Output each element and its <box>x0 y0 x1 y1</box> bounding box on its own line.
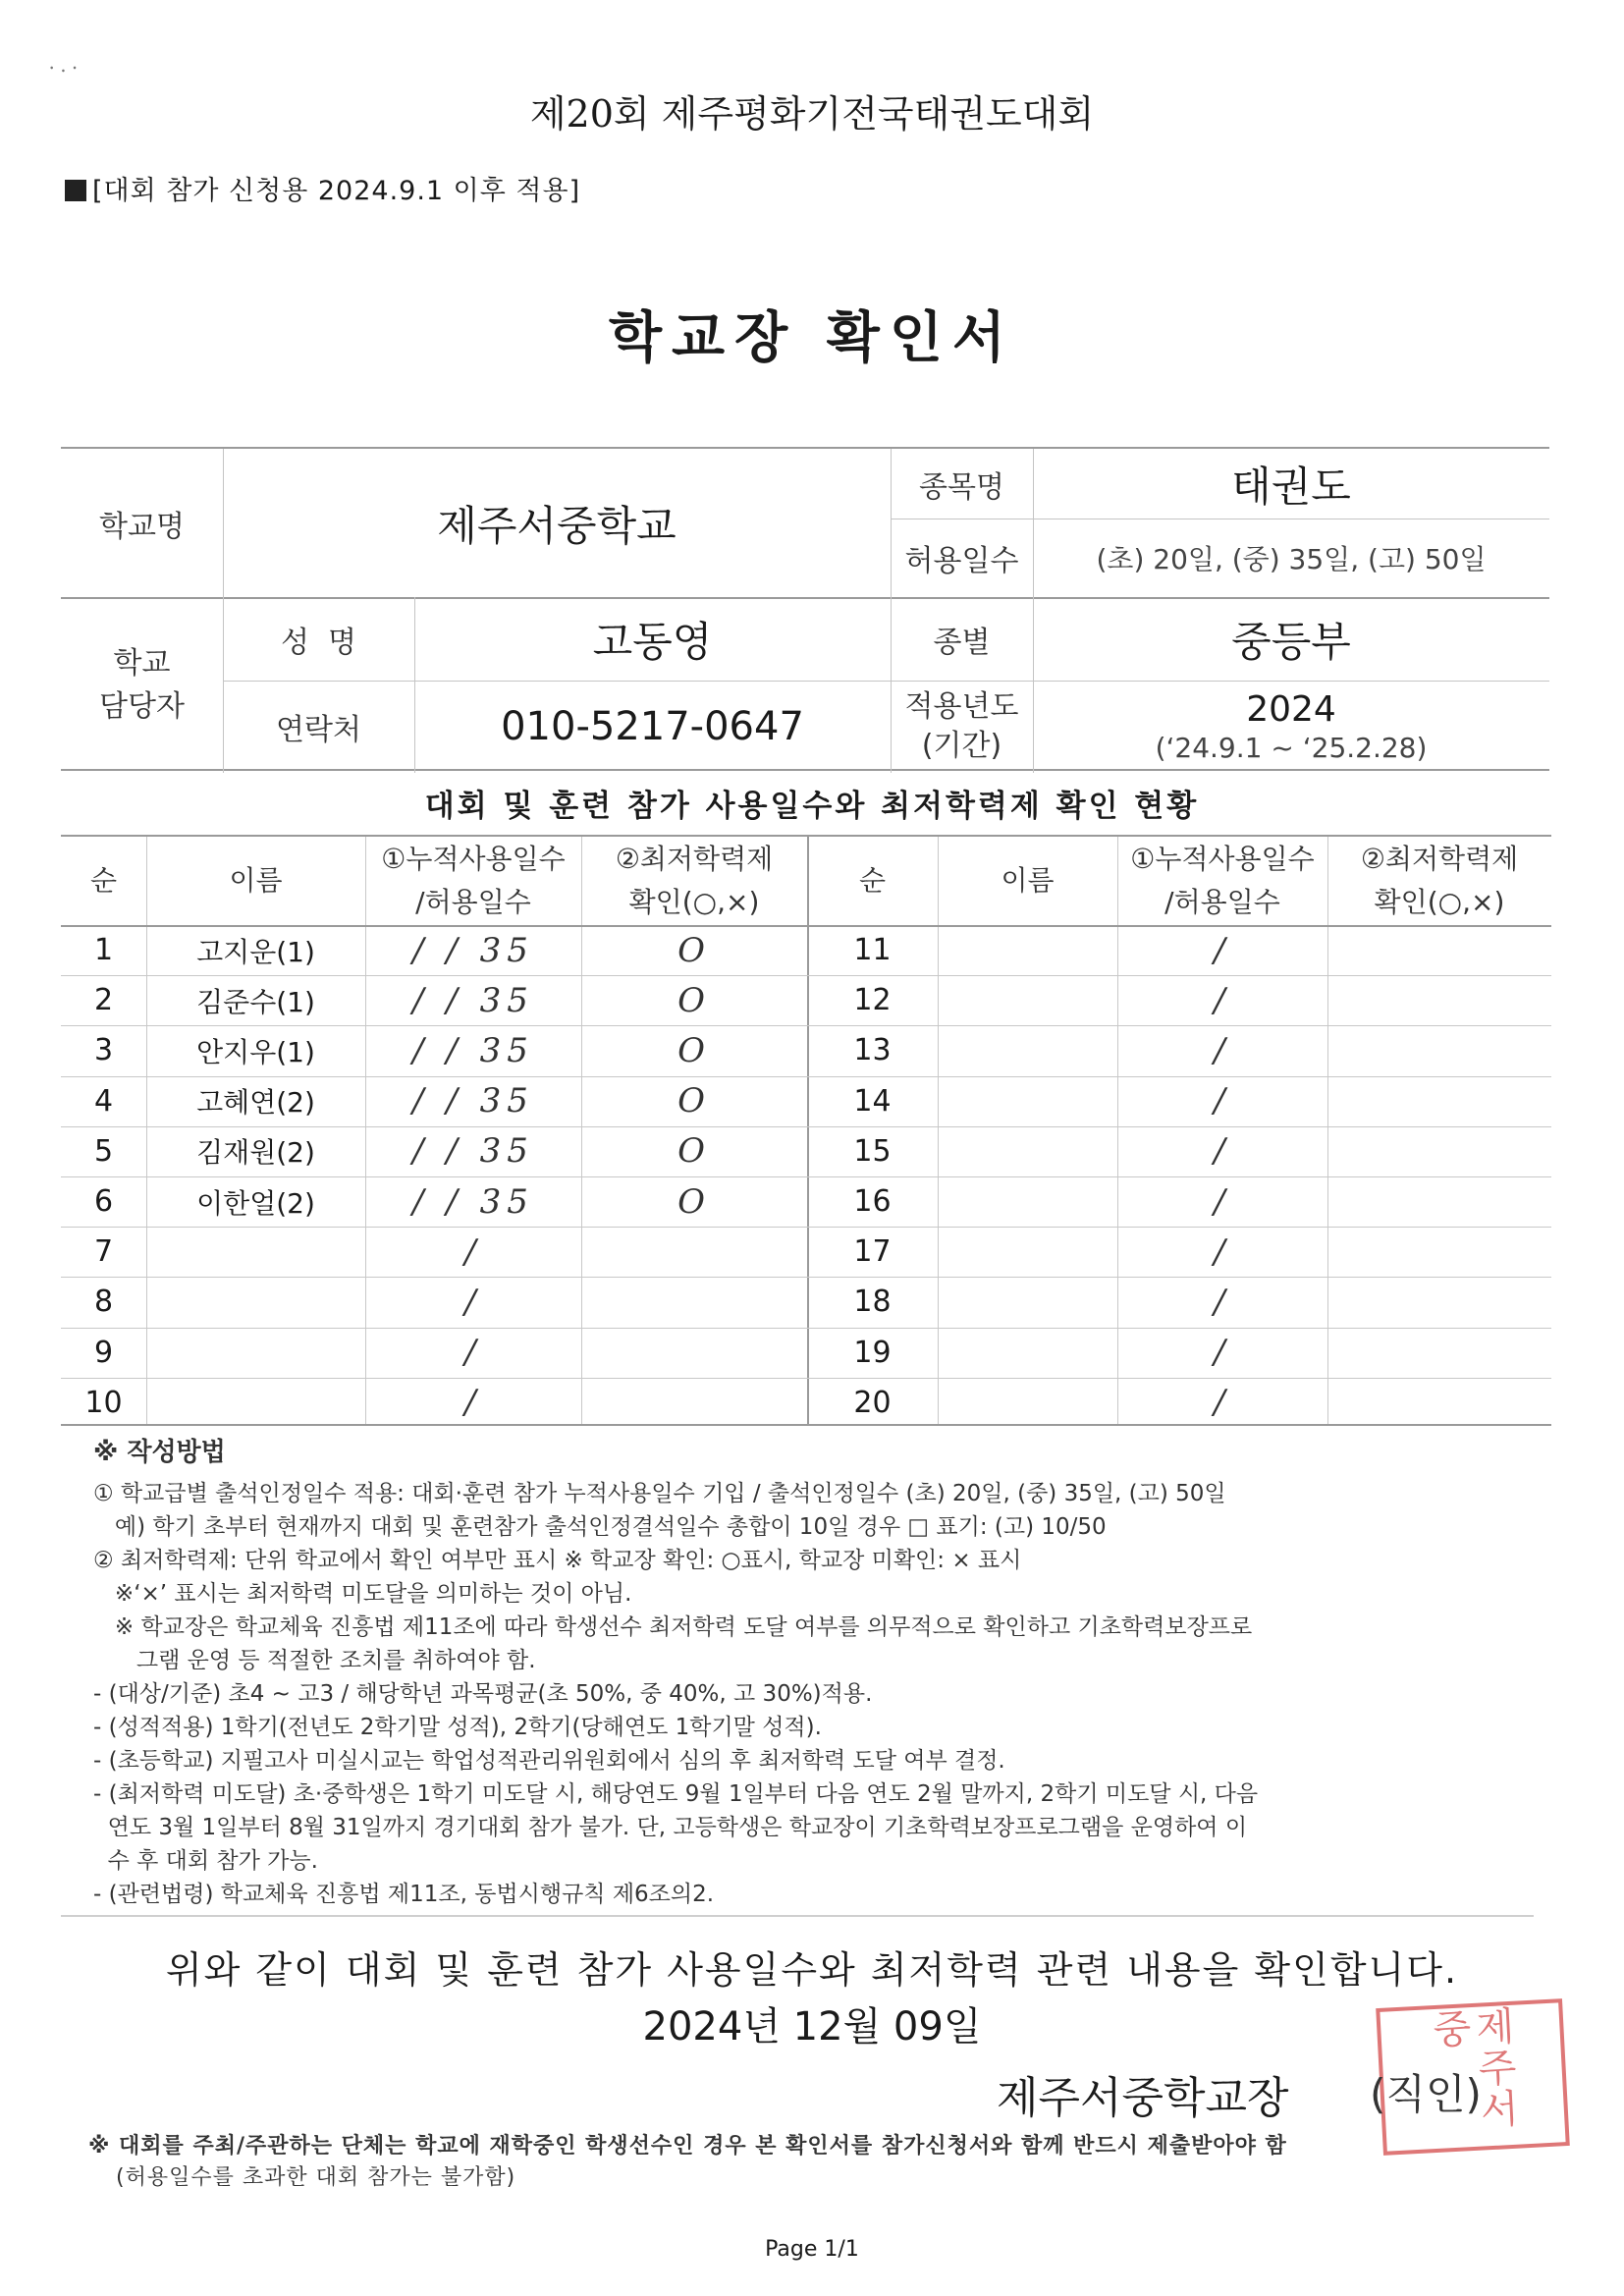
note-line: ※ 학교장은 학교체육 진흥법 제11조에 따라 학생선수 최저학력 도달 여부를 의무적으로 확인하고 기초학력보장프로 <box>93 1614 1253 1640</box>
row-name <box>938 1025 1117 1075</box>
row-days: / / 35 <box>412 1131 534 1172</box>
phone-value: 010-5217-0647 <box>501 704 804 749</box>
row-check: O <box>677 1030 711 1070</box>
note-line: ② 최저학력제: 단위 학교에서 확인 여부만 표시 ※ 학교장 확인: ○표시, 학교장 미확인: × 표시 <box>93 1548 1022 1573</box>
row-num: 15 <box>853 1133 892 1169</box>
confirm-text: 위와 같이 대회 및 훈련 참가 사용일수와 최저학력 관련 내용을 확인합니다. <box>165 1948 1459 1992</box>
row-check: O <box>677 980 711 1020</box>
note-line: - (대상/기준) 초4 ~ 고3 / 해당학년 과목평균(초 50%, 중 40%, 고 30%)적용. <box>93 1681 873 1707</box>
row-check <box>1327 1227 1551 1277</box>
row-num: 1 <box>93 933 114 968</box>
row-name: 안지우(1) <box>196 1035 315 1068</box>
row-days: / / 35 <box>412 1081 534 1121</box>
row-check <box>1327 925 1551 975</box>
notes <box>93 1436 1537 1911</box>
division-value: 중등부 <box>1231 617 1351 666</box>
row-days: / <box>1214 1383 1231 1423</box>
note-line: 연도 3월 1일부터 8월 31일까지 경기대회 참가 불가. 단, 고등학생은 학교장이 기초학력보장프로그램을 운영하여 이 <box>93 1815 1248 1840</box>
document-title: 학교장 확인서 <box>608 306 1016 370</box>
row-num: 2 <box>93 983 114 1018</box>
header-academic: ②최저학력제 확인(○,×) <box>1360 843 1519 918</box>
row-check <box>1327 1076 1551 1126</box>
row-num: 20 <box>853 1385 892 1420</box>
row-num: 17 <box>853 1234 892 1270</box>
row-name <box>938 1076 1117 1126</box>
division-label: 종별 <box>933 625 991 660</box>
divider <box>61 1915 1534 1917</box>
row-days: / <box>1214 1131 1231 1172</box>
contact-person-label: 학교 담당자 <box>99 645 185 724</box>
year-value: 2024 <box>1246 689 1336 730</box>
row-num: 10 <box>84 1385 123 1420</box>
row-num: 16 <box>853 1184 892 1220</box>
note-line: - (최저학력 미도달) 초·중학생은 1학기 미도달 시, 해당연도 9월 1일부터 다음 연도 2월 말까지, 2학기 미도달 시, 다음 <box>93 1781 1259 1807</box>
page-number: Page 1/1 <box>765 2237 859 2262</box>
row-check <box>1327 1025 1551 1075</box>
seal-note: (직인) <box>1370 2070 1482 2118</box>
row-days: / / 35 <box>412 980 534 1020</box>
info-table <box>61 447 1549 771</box>
row-num: 12 <box>853 983 892 1018</box>
subheader <box>65 169 580 207</box>
row-name <box>938 1277 1117 1327</box>
event-title: 제20회 제주평화기전국태권도대회 <box>529 92 1095 136</box>
row-days: / <box>1214 1030 1231 1070</box>
header-num: 순 <box>89 864 118 897</box>
row-days: / <box>1214 1231 1231 1272</box>
allowed-days-value: (초) 20일, (중) 35일, (고) 50일 <box>1096 543 1487 575</box>
row-num: 5 <box>93 1133 114 1169</box>
row-name <box>146 1227 365 1277</box>
date: 2024년 12월 09일 <box>642 2004 982 2050</box>
row-check <box>581 1328 807 1378</box>
year-label: 적용년도 (기간) <box>904 689 1019 763</box>
header-days: ①누적사용일수 /허용일수 <box>381 843 566 918</box>
row-days: / <box>1214 1333 1231 1373</box>
school-value: 제주서중학교 <box>437 501 677 550</box>
row-num: 8 <box>93 1285 114 1320</box>
name-label: 성 명 <box>280 625 357 660</box>
row-check <box>581 1378 807 1428</box>
row-num: 11 <box>853 933 892 968</box>
row-days: / <box>1214 1181 1231 1222</box>
row-num: 3 <box>93 1033 114 1068</box>
signer: 제주서중학교장 <box>997 2073 1289 2123</box>
allowed-days-label: 허용일수 <box>904 544 1019 578</box>
row-name <box>938 1176 1117 1227</box>
row-name: 김준수(1) <box>196 985 315 1018</box>
row-check <box>1327 975 1551 1025</box>
row-name <box>938 1227 1117 1277</box>
row-check: O <box>677 1181 711 1222</box>
row-name: 이한얼(2) <box>196 1186 315 1220</box>
row-days: / <box>1214 980 1231 1020</box>
row-num: 19 <box>853 1335 892 1370</box>
seal-text: 제주서중 <box>1425 2004 1520 2131</box>
square-bullet-icon <box>65 180 86 201</box>
row-check <box>1327 1176 1551 1227</box>
row-num: 7 <box>93 1234 114 1270</box>
header-academic: ②최저학력제 확인(○,×) <box>615 843 774 918</box>
scan-speck: ⸱ ⸳ ⸱ <box>49 56 78 80</box>
note-line: - (초등학교) 지필고사 미실시교는 학업성적관리위원회에서 심의 후 최저학력 도달 여부 결정. <box>93 1748 1005 1774</box>
note-line: - (성적적용) 1학기(전년도 2학기말 성적), 2학기(당해연도 1학기말 성적). <box>93 1715 822 1740</box>
row-days: / / 35 <box>412 1030 534 1070</box>
row-name <box>146 1277 365 1327</box>
row-days: / <box>1214 1081 1231 1121</box>
row-days: / / 35 <box>412 1181 534 1222</box>
row-name: 김재원(2) <box>196 1136 315 1170</box>
row-name <box>146 1328 365 1378</box>
row-name <box>146 1378 365 1428</box>
header-num: 순 <box>858 864 887 897</box>
row-check: O <box>677 1131 711 1172</box>
row-name: 고지운(1) <box>196 935 315 968</box>
row-days: / <box>464 1282 482 1322</box>
row-name <box>938 1328 1117 1378</box>
row-name <box>938 975 1117 1025</box>
footer-line-2: (허용일수를 초과한 대회 참가는 불가함) <box>116 2165 516 2190</box>
row-name <box>938 925 1117 975</box>
note-line: ※‘×’ 표시는 최저학력 미도달을 의미하는 것이 아님. <box>93 1581 632 1607</box>
school-label: 학교명 <box>99 509 185 544</box>
period-value: (‘24.9.1 ~ ‘25.2.28) <box>1155 732 1428 764</box>
phone-label: 연락처 <box>276 713 361 747</box>
row-days: / <box>1214 930 1231 970</box>
row-num: 4 <box>93 1083 114 1119</box>
row-check <box>1327 1328 1551 1378</box>
notes-heading: ※ 작성방법 <box>93 1438 226 1467</box>
subheader-text: [대회 참가 신청용 2024.9.1 이후 적용] <box>92 176 581 206</box>
sport-value: 태권도 <box>1231 462 1351 511</box>
row-num: 6 <box>93 1184 114 1220</box>
name-value: 고동영 <box>592 617 713 666</box>
header-name: 이름 <box>229 864 283 897</box>
row-name: 고혜연(2) <box>196 1086 315 1120</box>
row-check <box>1327 1277 1551 1327</box>
roster-table <box>61 835 1551 1426</box>
row-check <box>1327 1126 1551 1176</box>
row-name <box>938 1126 1117 1176</box>
note-line: 그램 운영 등 적절한 조치를 취하여야 함. <box>93 1648 536 1673</box>
row-check <box>581 1277 807 1327</box>
footer-note <box>88 2131 1287 2194</box>
year-cell <box>1033 681 1549 773</box>
row-days: / <box>1214 1282 1231 1322</box>
note-line: 예) 학기 초부터 현재까지 대회 및 훈련참가 출석인정결석일수 총합이 10일 경우 □ 표기: (고) 10/50 <box>93 1514 1107 1540</box>
row-num: 13 <box>853 1033 892 1068</box>
sport-label: 종목명 <box>919 469 1004 505</box>
row-num: 18 <box>853 1285 892 1320</box>
header-days: ①누적사용일수 /허용일수 <box>1130 843 1315 918</box>
row-num: 9 <box>93 1335 114 1370</box>
row-check: O <box>677 930 711 970</box>
row-days: / <box>464 1383 482 1423</box>
row-check <box>1327 1378 1551 1428</box>
row-check: O <box>677 1081 711 1121</box>
row-days: / / 35 <box>412 930 534 970</box>
note-line: ① 학교급별 출석인정일수 적용: 대회·훈련 참가 누적사용일수 기입 / 출석인정일수 (초) 20일, (중) 35일, (고) 50일 <box>93 1481 1226 1506</box>
section-title: 대회 및 훈련 참가 사용일수와 최저학력제 확인 현황 <box>424 789 1200 824</box>
note-line: 수 후 대회 참가 가능. <box>93 1848 318 1874</box>
row-check <box>581 1227 807 1277</box>
row-num: 14 <box>853 1083 892 1119</box>
row-days: / <box>464 1333 482 1373</box>
row-name <box>938 1378 1117 1428</box>
header-name: 이름 <box>1001 864 1055 897</box>
notes-lines <box>93 1477 1537 1911</box>
note-line: - (관련법령) 학교체육 진흥법 제11조, 동법시행규칙 제6조의2. <box>93 1882 715 1907</box>
footer-line-1: ※ 대회를 주최/주관하는 단체는 학교에 재학중인 학생선수인 경우 본 확인서를 참가신청서와 함께 반드시 제출받아야 함 <box>88 2134 1287 2159</box>
row-days: / <box>464 1231 482 1272</box>
